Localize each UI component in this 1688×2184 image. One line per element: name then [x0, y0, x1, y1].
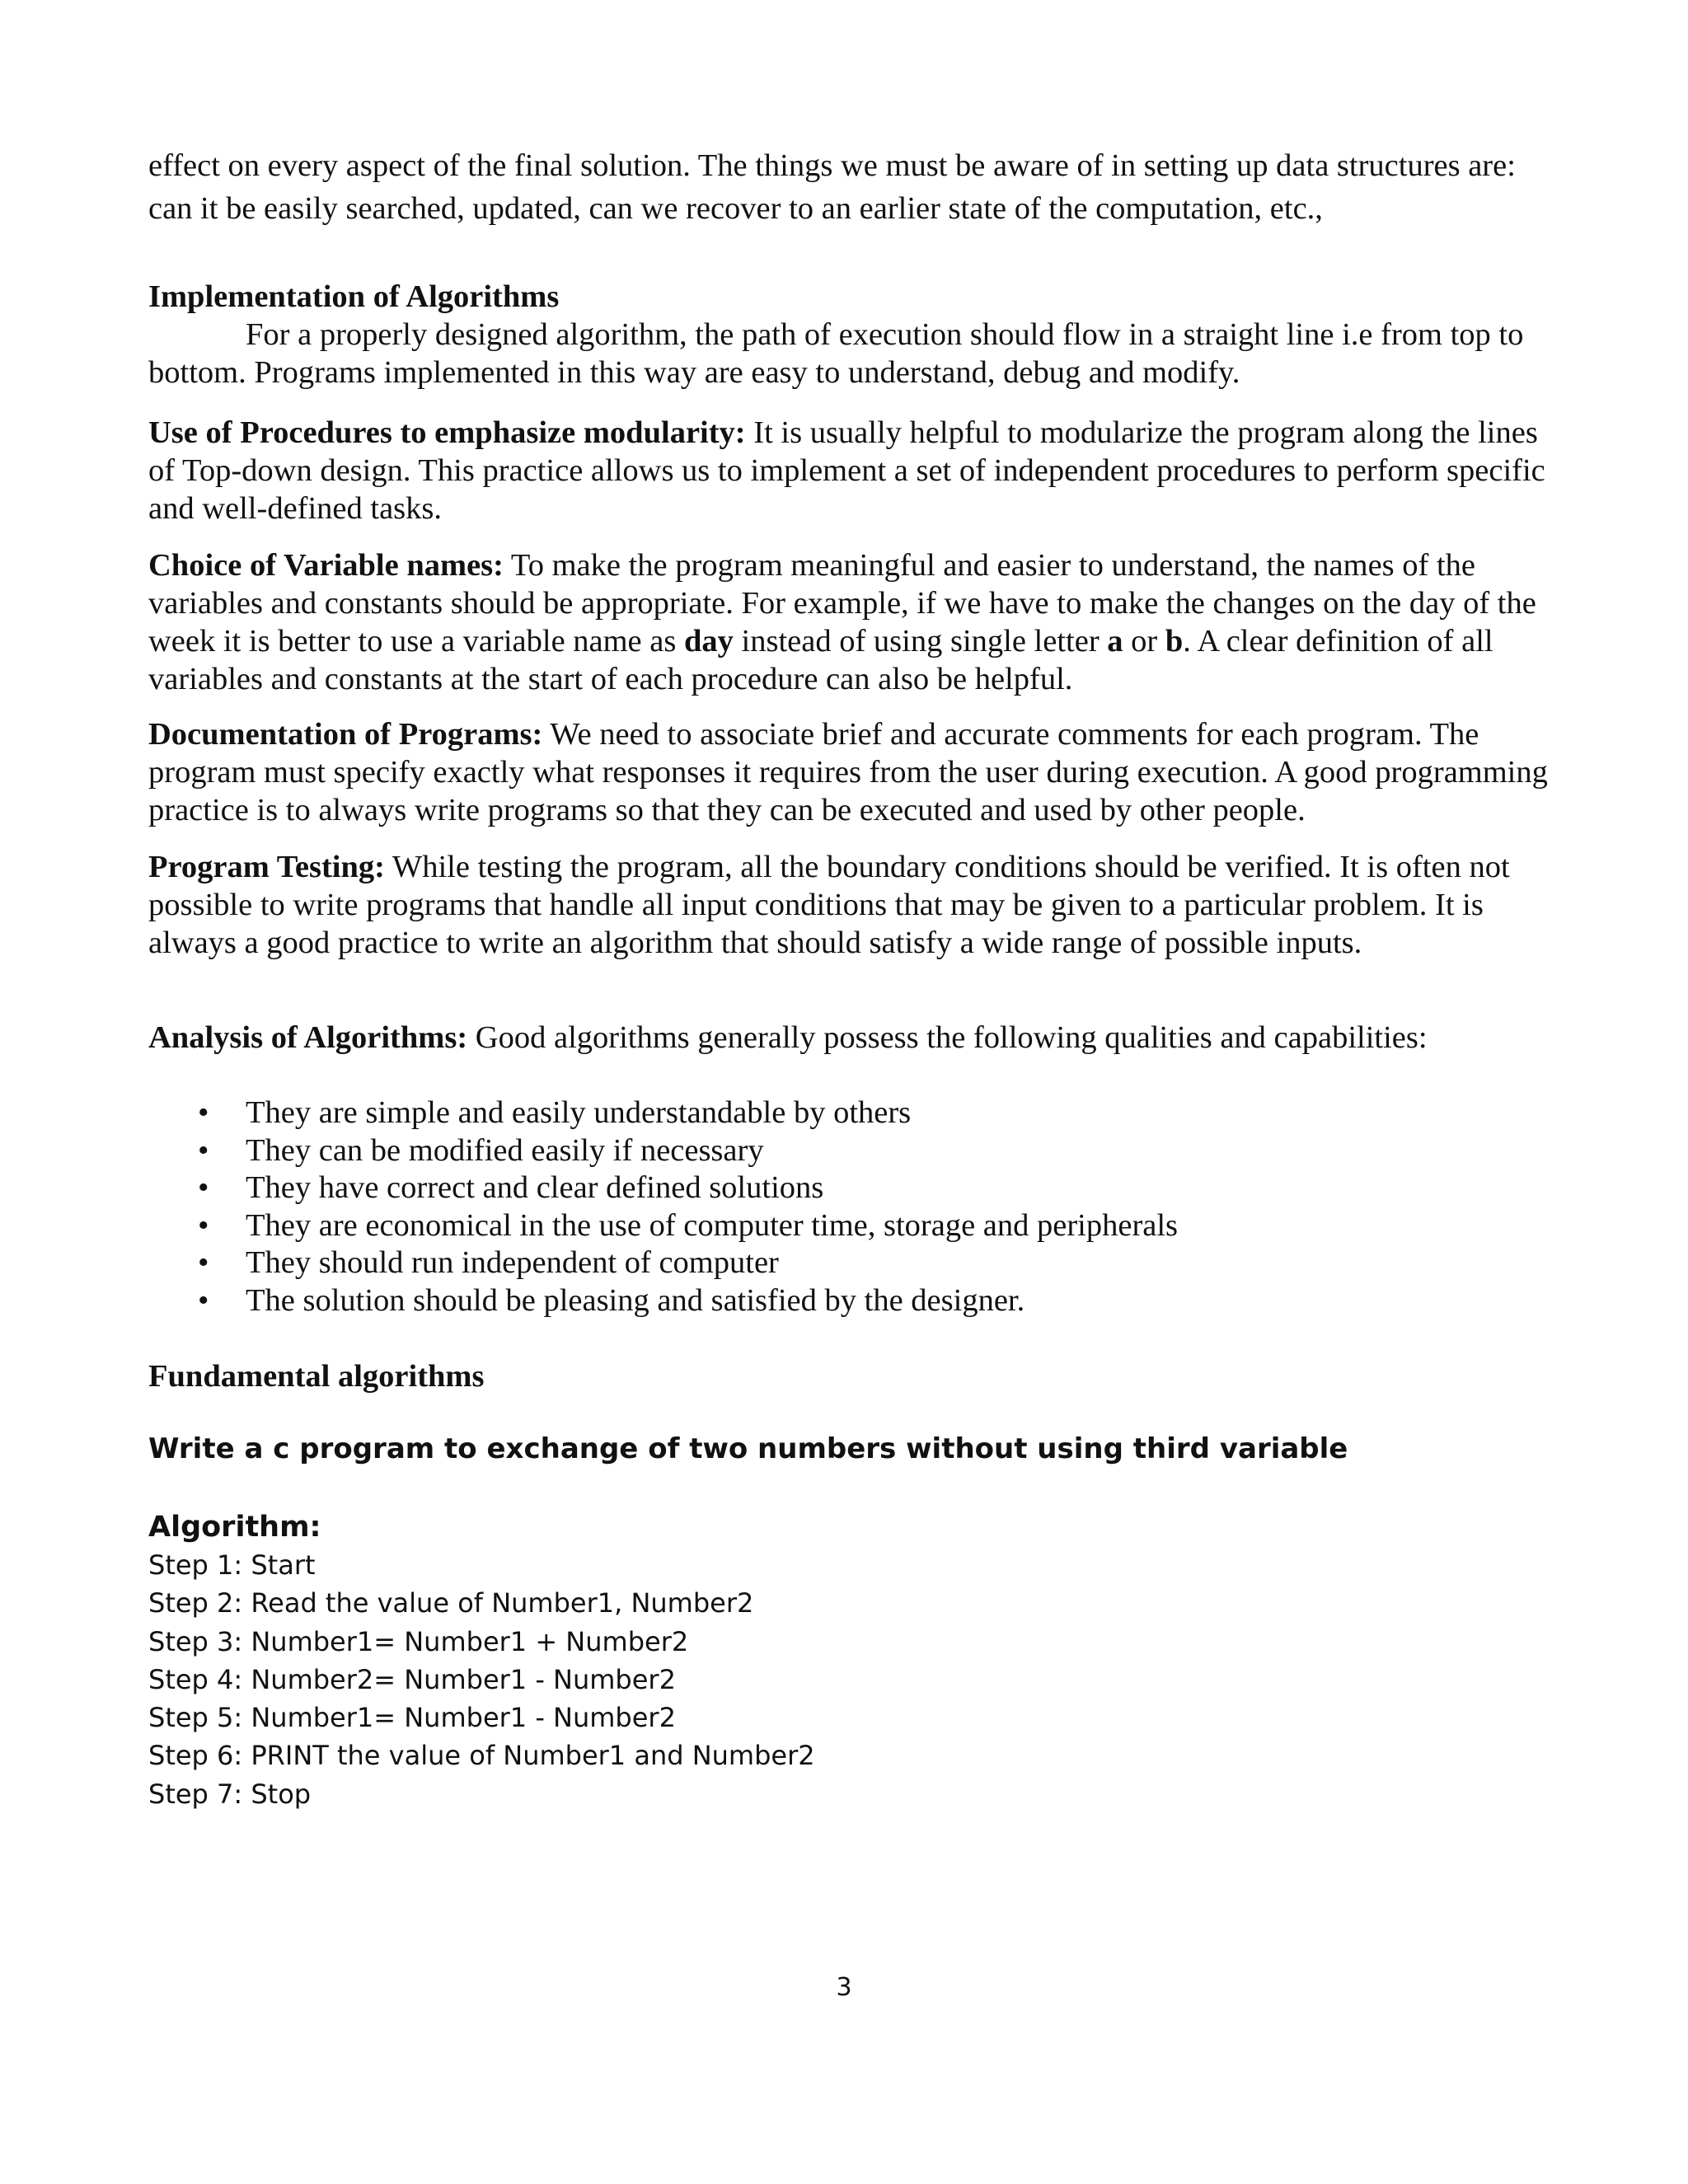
- list-item: • They are simple and easily understandable by others: [148, 1094, 1566, 1132]
- intro-line-2: can it be easily searched, updated, can we recover to an earlier state of the computation, etc.,: [148, 191, 1323, 226]
- variables-paragraph: [148, 546, 1566, 698]
- documentation-label: Documentation of Programs:: [148, 717, 543, 752]
- variables-term-a: a: [1107, 624, 1123, 658]
- variables-body-1: To make the program meaningful and easier to understand, the names of the variables and constants should be appropriate. For example, if we have to make the changes on the day of the week it is better to use a variable name as: [148, 548, 1536, 658]
- algorithm-step: Step 7: Stop: [148, 1778, 312, 1810]
- program-title: Write a c program to exchange of two numbers without using third variable: [148, 1432, 1348, 1465]
- algorithm-section: [148, 1508, 1566, 1813]
- testing-label: Program Testing:: [148, 850, 385, 884]
- variables-body-2: instead of using single letter: [733, 624, 1108, 658]
- procedures-body: It is usually helpful to modularize the program along the lines of Top-down design. This practice allows us to implement a set of independent procedures to perform specific and well-defined tasks.: [148, 415, 1545, 526]
- algorithm-step: Step 1: Start: [148, 1549, 316, 1581]
- implementation-heading: Implementation of Algorithms: [148, 279, 560, 314]
- fundamental-heading: Fundamental algorithms: [148, 1359, 485, 1394]
- implementation-section: [148, 278, 1566, 391]
- intro-line-1: effect on every aspect of the final solution. The things we must be aware of in setting up data structures are:: [148, 148, 1516, 183]
- testing-body: While testing the program, all the boundary conditions should be verified. It is often not possible to write programs that handle all input conditions that may be given to a particular problem. It is always a good practice to write an algorithm that should satisfy a wide range of possible inputs.: [148, 850, 1510, 960]
- algorithm-step: Step 6: PRINT the value of Number1 and Number2: [148, 1740, 815, 1772]
- variables-term-day: day: [683, 624, 734, 658]
- algorithm-step: Step 4: Number2= Number1 - Number2: [148, 1663, 676, 1695]
- analysis-label: Analysis of Algorithms:: [148, 1020, 468, 1055]
- algorithm-heading: Algorithm:: [148, 1511, 321, 1544]
- intro-paragraph: [148, 147, 1566, 227]
- implementation-body: For a properly designed algorithm, the path of execution should flow in a straight line i.e from top to bottom. Programs implemented in this way are easy to understand, debug and modify.: [148, 317, 1524, 390]
- list-item: • They should run independent of computer: [148, 1244, 1566, 1282]
- qualities-list: [148, 1094, 1566, 1319]
- list-item: • They are economical in the use of computer time, storage and peripherals: [148, 1207, 1566, 1244]
- procedures-paragraph: [148, 414, 1566, 527]
- fundamental-section: [148, 1357, 1566, 1395]
- documentation-body: We need to associate brief and accurate comments for each program. The program must specify exactly what responses it requires from the user during execution. A good programming practice is to always write programs so that they can be executed and used by other people.: [148, 717, 1548, 827]
- list-item: • They can be modified easily if necessary: [148, 1132, 1566, 1169]
- algorithm-step: Step 2: Read the value of Number1, Number2: [148, 1587, 754, 1619]
- analysis-section: [148, 1019, 1566, 1319]
- page-number: 3: [836, 1973, 852, 2002]
- analysis-body: Good algorithms generally possess the following qualities and capabilities:: [467, 1020, 1428, 1055]
- testing-paragraph: [148, 848, 1566, 962]
- list-item: • The solution should be pleasing and satisfied by the designer.: [148, 1282, 1566, 1319]
- list-item: • They have correct and clear defined solutions: [148, 1169, 1566, 1207]
- variables-label: Choice of Variable names:: [148, 548, 504, 583]
- procedures-label: Use of Procedures to emphasize modularity:: [148, 415, 746, 450]
- algorithm-step: Step 5: Number1= Number1 - Number2: [148, 1702, 676, 1734]
- documentation-paragraph: [148, 715, 1566, 829]
- variables-term-b: b: [1165, 624, 1184, 658]
- variables-body-3: or: [1123, 624, 1165, 658]
- algorithm-steps: [148, 1546, 1566, 1813]
- variables-body-4: . A clear definition of all variables and constants at the start of each procedure can also be helpful.: [148, 624, 1493, 696]
- algorithm-step: Step 3: Number1= Number1 + Number2: [148, 1625, 689, 1657]
